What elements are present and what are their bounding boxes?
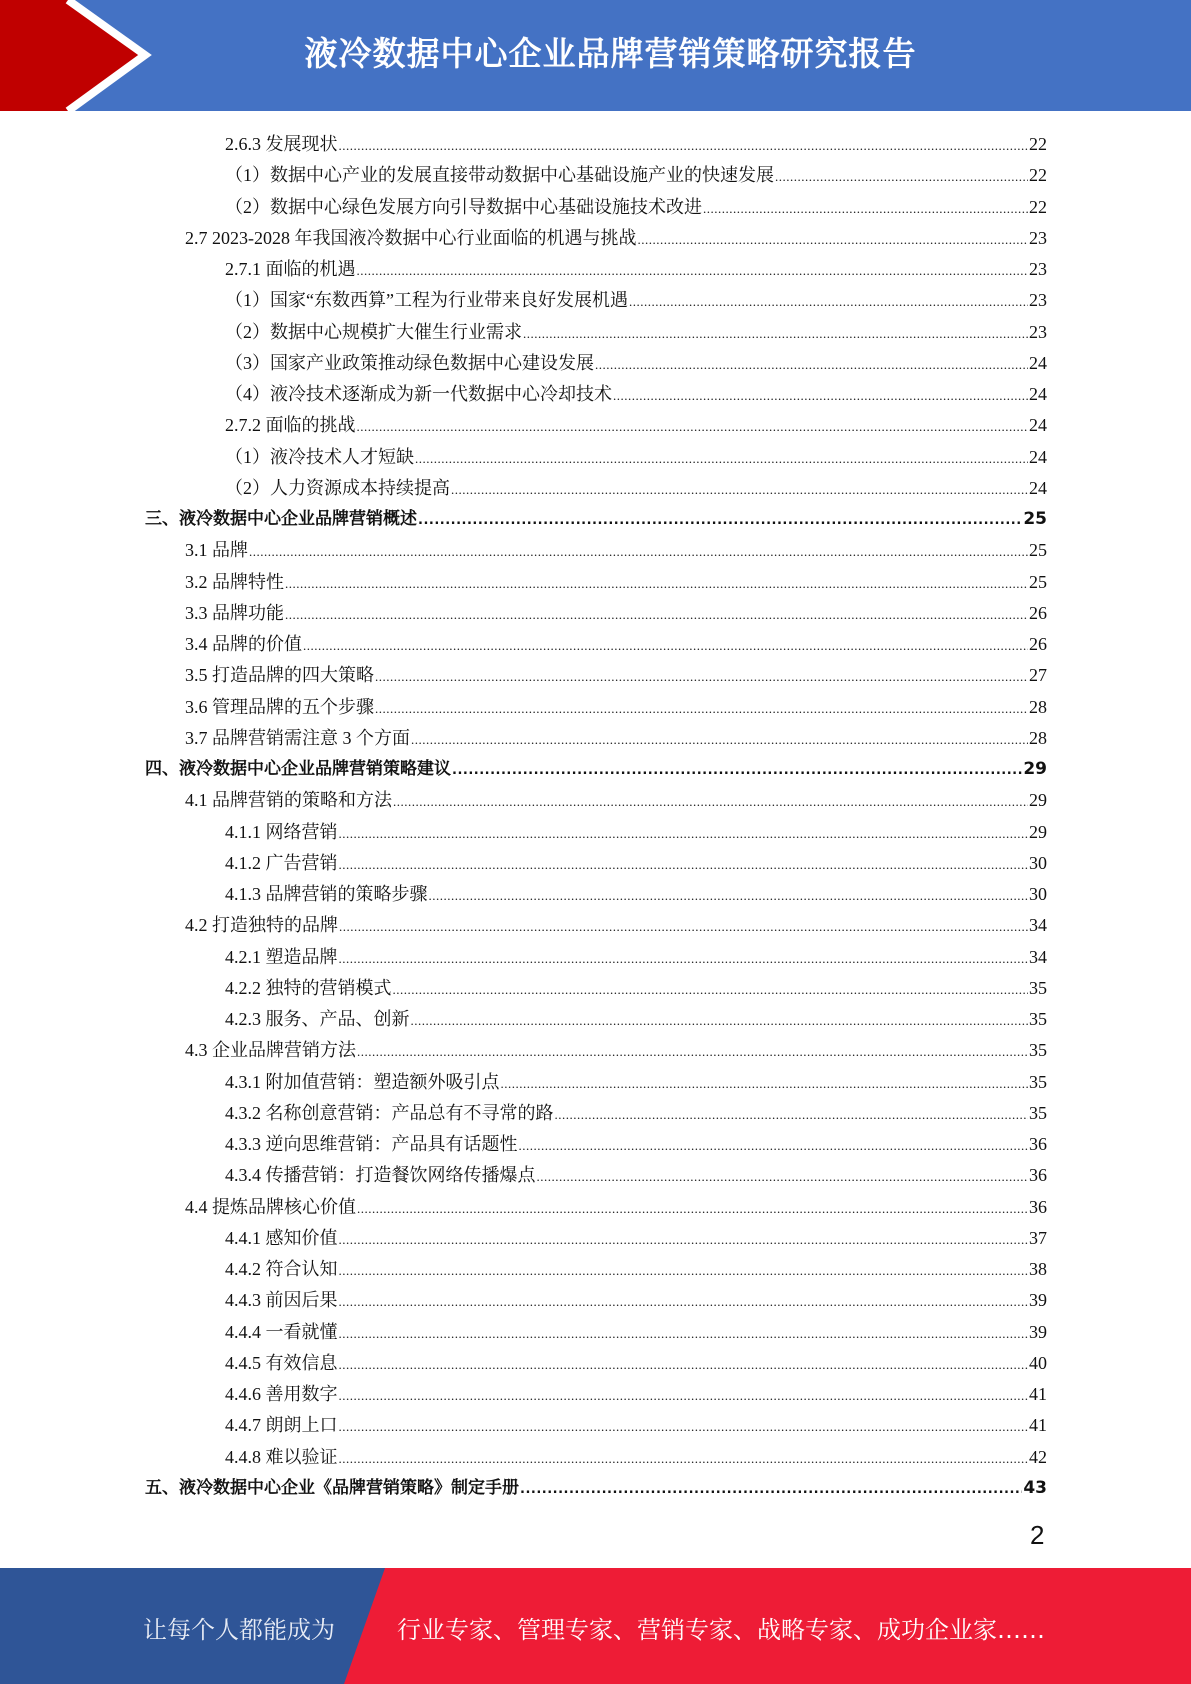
toc-entry-page: 41 [1029,1415,1047,1436]
toc-leader-dots [451,473,1028,505]
toc-entry-page: 27 [1029,665,1047,686]
toc-entry-page: 43 [1023,1477,1047,1498]
toc-entry[interactable] [225,442,1047,473]
toc-entry[interactable] [225,1098,1047,1129]
toc-entry-label: 4.4.1 感知价值 [225,1227,338,1248]
toc-leader-dots [339,1442,1029,1474]
toc-entry-page: 42 [1029,1446,1047,1467]
toc-entry-label: 2.6.3 发展现状 [225,134,338,154]
toc-entry-label: 4.2.3 服务、产品、创新 [225,1009,410,1029]
toc-leader-dots [339,129,1029,161]
toc-entry[interactable] [185,910,1047,941]
toc-entry-page: 29 [1029,821,1047,842]
toc-leader-dots [375,660,1028,692]
toc-entry-page: 37 [1029,1227,1047,1248]
toc-entry-page: 24 [1029,415,1047,436]
toc-entry[interactable] [185,1192,1047,1223]
page-number: 2 [1030,1520,1045,1550]
toc-entry[interactable] [185,629,1047,660]
toc-entry-label: 4.1.2 广告营销 [225,852,338,873]
toc-entry[interactable] [185,692,1047,723]
toc-leader-dots [411,1004,1029,1036]
toc-entry-page: 23 [1029,227,1047,248]
toc-entry-page: 36 [1029,1165,1047,1186]
toc-entry[interactable] [185,723,1047,754]
toc-entry[interactable] [185,535,1047,566]
toc-entry-label: 4.4 提炼品牌核心价值 [185,1196,356,1217]
toc-entry[interactable] [225,285,1047,316]
toc-entry[interactable] [225,1285,1047,1316]
toc-entry-label: 4.2.1 塑造品牌 [225,946,338,967]
toc-leader-dots [285,598,1028,630]
toc-leader-dots [418,504,1022,536]
toc-entry-page: 36 [1029,1196,1047,1217]
toc-entry-page: 25 [1023,509,1047,529]
toc-entry-page: 22 [1029,165,1047,186]
toc-entry-label: （1）液冷技术人才短缺 [225,446,414,467]
toc-entry-label: 三、液冷数据中心企业品牌营销概述 [145,509,417,529]
toc-entry-label: （2）数据中心绿色发展方向引导数据中心基础设施技术改进 [225,196,702,217]
toc-entry-label: 3.2 品牌特性 [185,571,284,592]
toc-entry[interactable] [225,1160,1047,1191]
toc-entry-label: （2）数据中心规模扩大催生行业需求 [225,321,522,342]
toc-entry[interactable] [225,973,1047,1004]
toc-entry[interactable] [225,473,1047,504]
toc-entry[interactable] [225,1004,1047,1035]
toc-entry[interactable] [225,1442,1047,1473]
toc-leader-dots [613,379,1028,411]
toc-entry[interactable] [225,1254,1047,1285]
toc-leader-dots [520,1473,1022,1505]
toc-entry-page: 28 [1029,727,1047,748]
toc-entry-label: 4.3.1 附加值营销：塑造额外吸引点 [225,1071,500,1092]
toc-entry-page: 23 [1029,259,1047,279]
toc-entry-page: 35 [1029,1102,1047,1123]
toc-leader-dots [501,1067,1029,1099]
toc-leader-dots [638,223,1029,255]
toc-entry[interactable] [225,1223,1047,1254]
toc-entry-label: （4）液冷技术逐渐成为新一代数据中心冷却技术 [225,384,612,404]
toc-entry-label: 2.7.2 面临的挑战 [225,415,356,436]
toc-entry[interactable] [225,254,1047,285]
toc-leader-dots [393,785,1028,817]
toc-entry-label: 五、液冷数据中心企业《品牌营销策略》制定手册 [145,1477,519,1498]
toc-entry-label: 4.4.2 符合认知 [225,1259,338,1279]
toc-entry[interactable] [225,160,1047,191]
toc-leader-dots [339,1348,1029,1380]
header-banner [0,0,1191,111]
toc-entry[interactable] [225,817,1047,848]
toc-entry-label: 4.1.1 网络营销 [225,821,338,842]
toc-leader-dots [357,1035,1028,1067]
toc-entry[interactable] [185,785,1047,816]
toc-leader-dots [303,629,1028,661]
toc-entry-page: 29 [1029,790,1047,811]
toc-entry-label: 4.3 企业品牌营销方法 [185,1040,356,1061]
toc-entry-label: 4.4.3 前因后果 [225,1290,338,1311]
toc-entry-label: 3.1 品牌 [185,540,248,561]
toc-entry-page: 36 [1029,1134,1047,1154]
toc-entry-label: 4.3.3 逆向思维营销：产品具有话题性 [225,1134,518,1154]
toc-leader-dots [523,317,1028,349]
toc-entry[interactable] [185,1035,1047,1066]
toc-entry-label: 2.7.1 面临的机遇 [225,259,356,279]
toc-entry[interactable] [185,660,1047,691]
toc-entry[interactable] [225,1379,1047,1410]
toc-entry-page: 26 [1029,602,1047,623]
toc-entry-label: 四、液冷数据中心企业品牌营销策略建议 [145,759,451,779]
toc-entry[interactable] [225,410,1047,441]
toc-leader-dots [519,1129,1029,1161]
footer-slogan-right: 行业专家、管理专家、营销专家、战略专家、成功企业家…… [397,1616,1045,1644]
toc-entry[interactable] [225,192,1047,223]
toc-leader-dots [452,754,1022,786]
toc-entry-label: 3.5 打造品牌的四大策略 [185,665,374,686]
toc-entry[interactable] [145,754,1047,785]
toc-entry-page: 24 [1029,384,1047,404]
footer-slogan-left: 让每个人都能成为 [143,1616,335,1644]
toc-entry-page: 29 [1023,759,1047,779]
toc-entry[interactable] [145,1473,1047,1504]
toc-entry-page: 23 [1029,321,1047,342]
toc-entry[interactable] [185,567,1047,598]
toc-entry[interactable] [185,598,1047,629]
toc-leader-dots [339,848,1029,880]
toc-leader-dots [339,1223,1029,1255]
toc-entry[interactable] [225,1067,1047,1098]
toc-entry-page: 35 [1029,977,1047,998]
toc-entry-page: 34 [1029,915,1047,936]
toc-entry-label: 2.7 2023-2028 年我国液冷数据中心行业面临的机遇与挑战 [185,227,637,248]
toc-entry-page: 22 [1029,196,1047,217]
toc-entry-page: 35 [1029,1009,1047,1029]
toc-leader-dots [249,535,1028,567]
toc-entry-page: 24 [1029,477,1047,498]
toc-leader-dots [285,567,1028,599]
toc-leader-dots [339,817,1029,849]
report-title: 液冷数据中心企业品牌营销策略研究报告 [304,34,917,73]
toc-entry[interactable] [225,942,1047,973]
toc-leader-dots [339,1379,1029,1411]
toc-entry[interactable] [225,1410,1047,1441]
toc-entry-label: 4.3.4 传播营销：打造餐饮网络传播爆点 [225,1165,536,1186]
toc-entry[interactable] [225,317,1047,348]
toc-entry[interactable] [225,879,1047,910]
toc-leader-dots [703,192,1028,224]
toc-leader-dots [339,1410,1029,1442]
toc-entry-page: 41 [1029,1384,1047,1404]
toc-entry-page: 40 [1029,1352,1047,1373]
toc-entry-page: 23 [1029,290,1047,311]
toc-entry-page: 22 [1029,134,1047,154]
toc-leader-dots [357,254,1029,286]
toc-entry[interactable] [225,379,1047,410]
toc-entry-label: （2）人力资源成本持续提高 [225,477,450,498]
toc-leader-dots [415,442,1028,474]
toc-entry[interactable] [225,1129,1047,1160]
toc-entry-page: 25 [1029,540,1047,561]
toc-entry-label: 4.4.8 难以验证 [225,1446,338,1467]
toc-leader-dots [357,1192,1028,1224]
toc-entry-label: 4.4.4 一看就懂 [225,1321,338,1342]
toc-entry-page: 24 [1029,446,1047,467]
toc-entry[interactable] [185,223,1047,254]
toc-entry-page: 26 [1029,634,1047,654]
toc-leader-dots [555,1098,1029,1130]
toc-leader-dots [393,973,1029,1005]
toc-leader-dots [375,692,1028,724]
toc-leader-dots [629,285,1028,317]
toc-leader-dots [775,160,1028,192]
toc-entry-page: 25 [1029,571,1047,592]
toc-entry-label: 4.2.2 独特的营销模式 [225,977,392,998]
toc-leader-dots [537,1160,1029,1192]
toc-entry-page: 39 [1029,1290,1047,1311]
toc-entry-label: 4.4.5 有效信息 [225,1352,338,1373]
toc-entry-page: 34 [1029,946,1047,967]
toc-leader-dots [339,910,1028,942]
toc-entry-page: 30 [1029,884,1047,904]
toc-entry-label: （1）国家“东数西算”工程为行业带来良好发展机遇 [225,290,628,311]
toc-leader-dots [429,879,1029,911]
toc-leader-dots [411,723,1028,755]
toc-entry-label: 4.1 品牌营销的策略和方法 [185,790,392,811]
toc-entry-label: 3.4 品牌的价值 [185,634,302,654]
toc-entry-label: 4.4.6 善用数字 [225,1384,338,1404]
toc-entry[interactable] [225,1317,1047,1348]
toc-entry-label: 4.2 打造独特的品牌 [185,915,338,936]
toc-leader-dots [595,348,1028,380]
toc-entry-label: （3）国家产业政策推动绿色数据中心建设发展 [225,352,594,373]
toc-entry[interactable] [225,1348,1047,1379]
toc-entry[interactable] [225,348,1047,379]
toc-entry[interactable] [225,848,1047,879]
toc-entry-page: 38 [1029,1259,1047,1279]
toc-entry-label: 3.3 品牌功能 [185,602,284,623]
toc-entry-label: 3.7 品牌营销需注意 3 个方面 [185,727,410,748]
toc-leader-dots [339,1254,1029,1286]
toc-entry-page: 39 [1029,1321,1047,1342]
toc-entry-label: 4.1.3 品牌营销的策略步骤 [225,884,428,904]
toc-entry-label: 3.6 管理品牌的五个步骤 [185,696,374,717]
toc-entry-page: 28 [1029,696,1047,717]
toc-entry[interactable] [225,129,1047,160]
toc-leader-dots [339,1317,1029,1349]
toc-entry-label: （1）数据中心产业的发展直接带动数据中心基础设施产业的快速发展 [225,165,774,186]
toc-entry-label: 4.3.2 名称创意营销：产品总有不寻常的路 [225,1102,554,1123]
toc-leader-dots [339,1285,1029,1317]
toc-entry-page: 35 [1029,1040,1047,1061]
toc-leader-dots [357,410,1029,442]
toc-entry-page: 30 [1029,852,1047,873]
toc-leader-dots [339,942,1029,974]
toc-entry-page: 35 [1029,1071,1047,1092]
toc-entry-label: 4.4.7 朗朗上口 [225,1415,338,1436]
toc-entry[interactable] [145,504,1047,535]
toc-entry-page: 24 [1029,352,1047,373]
